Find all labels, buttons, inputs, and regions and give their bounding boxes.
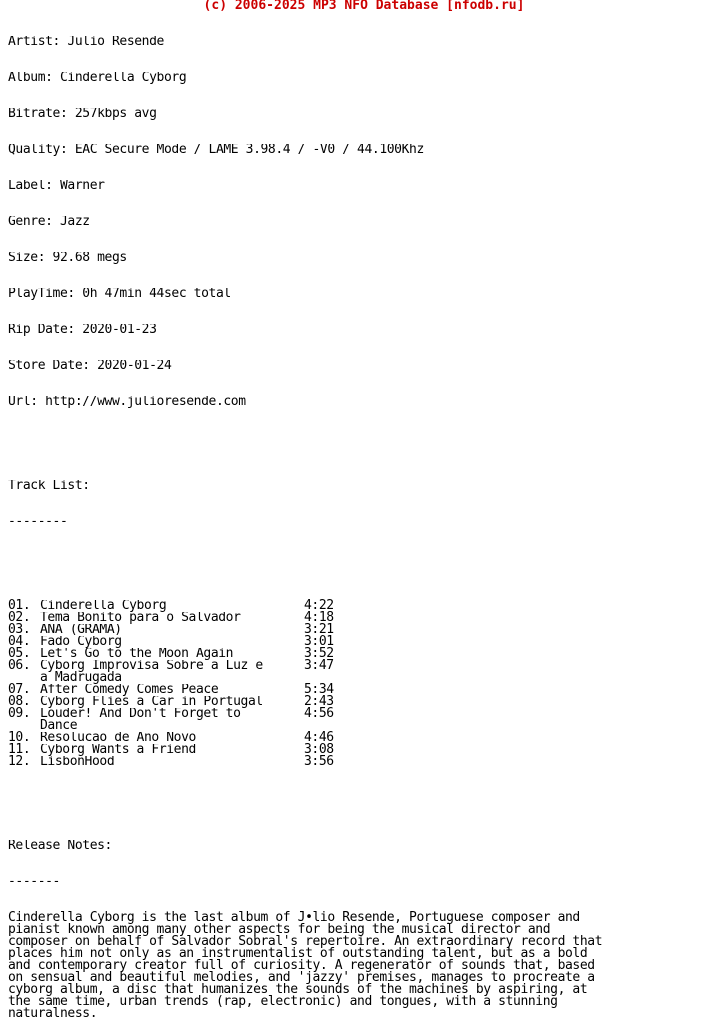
release-notes-body: [8, 912, 724, 1020]
track-duration: 4:18: [304, 610, 334, 625]
track-row: [8, 708, 724, 720]
track-duration: 3:56: [304, 754, 334, 769]
track-number: 06.: [8, 658, 31, 673]
track-title: Cyborg Improvisa Sobre a Luz e: [40, 660, 263, 672]
track-number: 04.: [8, 634, 31, 649]
track-duration: 4:46: [304, 730, 334, 745]
track-number: 05.: [8, 646, 31, 661]
genre-line: Genre: Jazz: [8, 216, 90, 228]
track-title: Cinderella Cyborg: [40, 600, 167, 612]
release-notes-line: on sensual and beautiful melodies, and 'jazzy' premises, manages to procreate a: [8, 970, 595, 985]
track-number: 11.: [8, 742, 31, 757]
track-list: [8, 600, 724, 768]
tracklist-heading: Track List:: [8, 480, 90, 492]
track-title-continuation: Dance: [40, 718, 78, 733]
track-duration: 2:43: [304, 694, 334, 709]
track-row: [8, 648, 724, 660]
spacer: [8, 432, 724, 444]
release-notes-line: pianist known among many other aspects for being the musical director and: [8, 922, 551, 937]
track-number: 03.: [8, 622, 31, 637]
release-notes-line: the same time, urban trends (rap, electronic) and tongues, with a stunning: [8, 994, 558, 1009]
nfo-document: [8, 12, 724, 1032]
rip-date-line: Rip Date: 2020-01-23: [8, 324, 157, 336]
spacer: [8, 552, 724, 564]
track-title: Resolucao de Ano Novo: [40, 732, 196, 744]
track-row: [8, 684, 724, 696]
track-number: 10.: [8, 730, 31, 745]
track-row: [8, 732, 724, 744]
release-notes-line: and contemporary creator full of curiosity. A regenerator of sounds that, based: [8, 958, 595, 973]
track-title: Let's Go to the Moon Again: [40, 648, 234, 660]
tracklist-underline: --------: [8, 516, 68, 528]
track-title: Cyborg Wants a Friend: [40, 744, 196, 756]
release-notes-underline: -------: [8, 876, 60, 888]
release-notes-line: cyborg album, a disc that humanizes the sounds of the machines by aspiring, at: [8, 982, 588, 997]
track-title: Tema Bonito para o Salvador: [40, 612, 241, 624]
spacer: [8, 804, 724, 816]
bitrate-line: Bitrate: 257kbps avg: [8, 108, 157, 120]
track-duration: 5:34: [304, 682, 334, 697]
track-number: 09.: [8, 706, 31, 721]
track-duration: 3:08: [304, 742, 334, 757]
track-title-continuation: a Madrugada: [40, 670, 122, 685]
url-line: Url: http://www.julioresende.com: [8, 396, 246, 408]
track-duration: 3:21: [304, 622, 334, 637]
track-row: [8, 756, 724, 768]
release-notes-line: places him not only as an instrumentalist of outstanding talent, but as a bold: [8, 946, 588, 961]
track-number: 07.: [8, 682, 31, 697]
track-row: [8, 612, 724, 624]
playtime-line: PlayTime: 0h 47min 44sec total: [8, 288, 231, 300]
track-row: [8, 660, 724, 672]
track-row: [8, 636, 724, 648]
track-row: [8, 744, 724, 756]
track-number: 01.: [8, 598, 31, 613]
track-title: Louder! And Don't Forget to: [40, 708, 241, 720]
track-duration: 3:47: [304, 658, 334, 673]
artist-line: Artist: Julio Resende: [8, 36, 164, 48]
label-line: Label: Warner: [8, 180, 105, 192]
track-title: ANA (GRAMA): [40, 624, 122, 636]
track-row: [8, 696, 724, 708]
size-line: Size: 92.68 megs: [8, 252, 127, 264]
track-number: 12.: [8, 754, 31, 769]
track-row: [8, 600, 724, 612]
track-title: LisbonHood: [40, 756, 115, 768]
track-row: [8, 624, 724, 636]
store-date-line: Store Date: 2020-01-24: [8, 360, 172, 372]
track-title: After Comedy Comes Peace: [40, 684, 219, 696]
copyright-header: (c) 2006-2025 MP3 NFO Database [nfodb.ru]: [203, 0, 525, 13]
track-duration: 4:56: [304, 706, 334, 721]
quality-line: Quality: EAC Secure Mode / LAME 3.98.4 / -V0 / 44.100Khz: [8, 144, 424, 156]
track-number: 02.: [8, 610, 31, 625]
track-duration: 3:01: [304, 634, 334, 649]
release-notes-heading: Release Notes:: [8, 840, 112, 852]
release-notes-line: composer on behalf of Salvador Sobral's repertoire. An extraordinary record that: [8, 934, 603, 949]
release-notes-line: Cinderella Cyborg is the last album of J•lio Resende, Portuguese composer and: [8, 910, 580, 925]
track-duration: 4:22: [304, 598, 334, 613]
album-line: Album: Cinderella Cyborg: [8, 72, 187, 84]
track-duration: 3:52: [304, 646, 334, 661]
release-notes-line: naturalness.: [8, 1006, 98, 1021]
track-title: Cyborg Flies a Car in Portugal: [40, 696, 263, 708]
track-title: Fado Cyborg: [40, 636, 122, 648]
track-number: 08.: [8, 694, 31, 709]
